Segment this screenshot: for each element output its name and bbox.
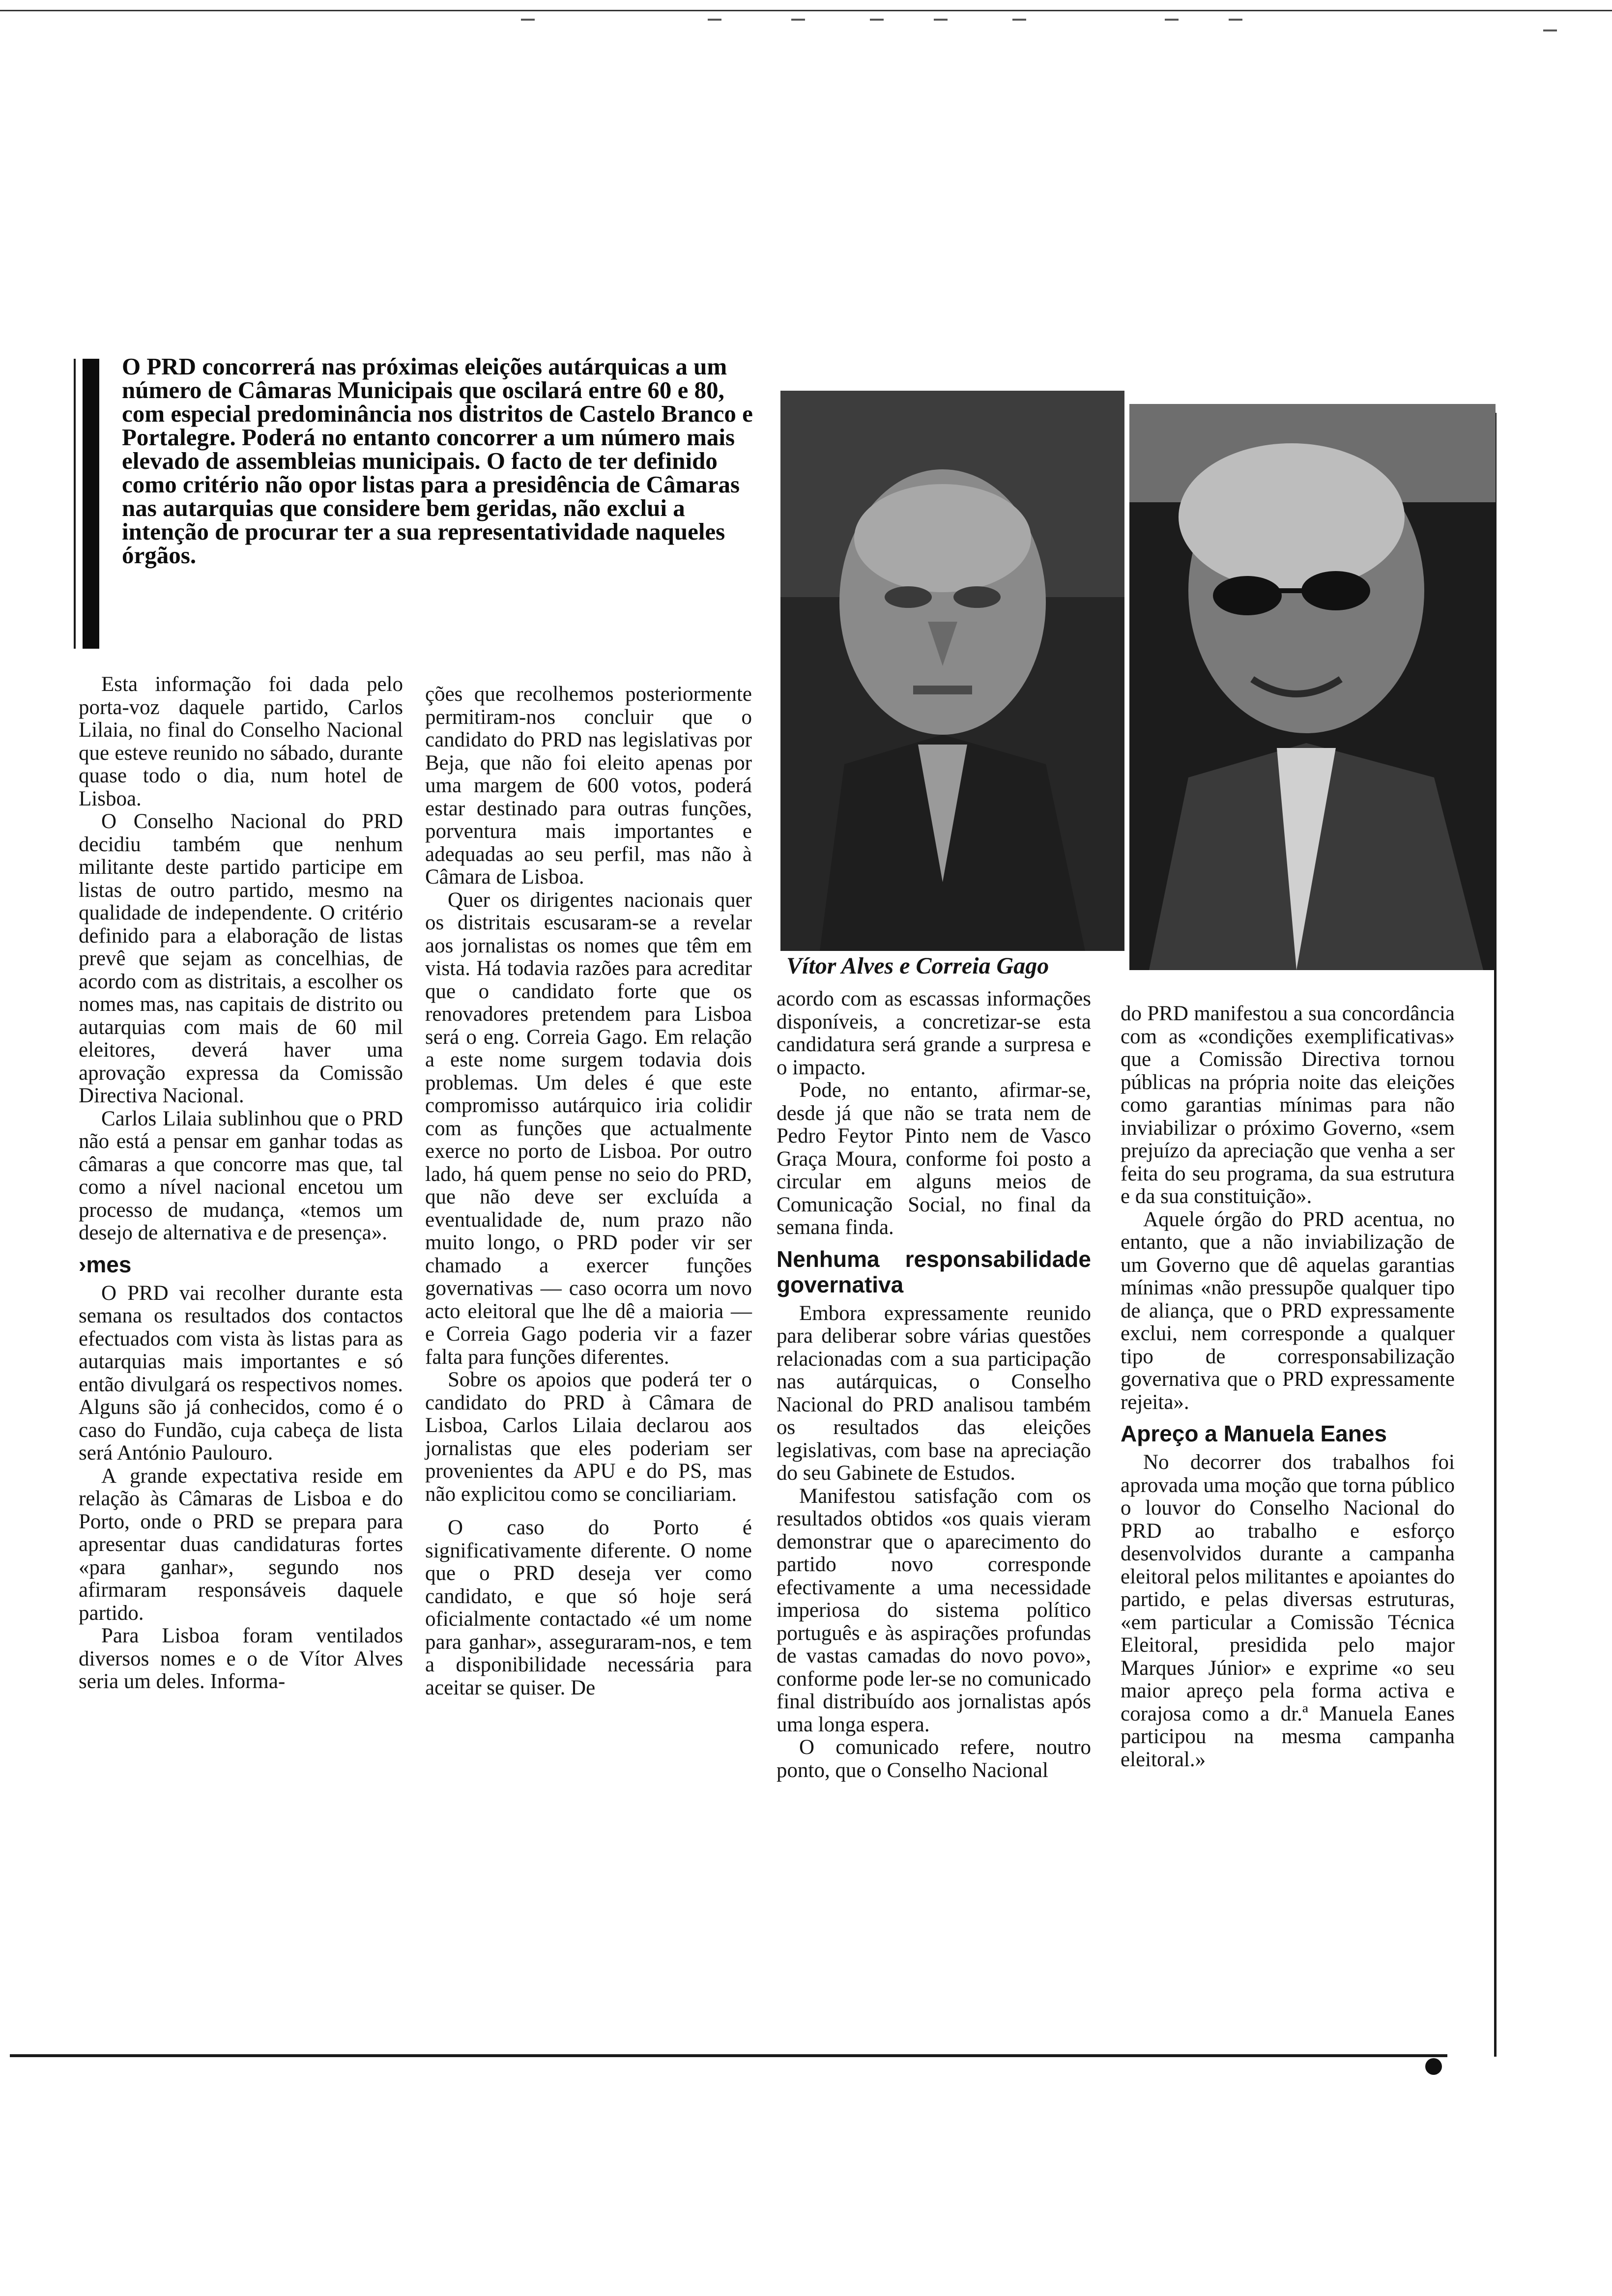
paragraph: O caso do Porto é significativamente diferente. O nome que o PRD deseja ver como candidato, e que só hoje será oficialmente contactado «é um nome para ganhar», asseguraram-nos, e tem a disponibilidade necessária para aceitar se quiser. De bbox=[425, 1516, 752, 1699]
scan-dash bbox=[791, 19, 805, 21]
paragraph: O Conselho Nacional do PRD decidiu também que nenhum militante deste partido participe em listas de outro partido, mesmo na qualidade de independente. O critério definido para a elaboração de listas prevê que sejam as concelhias, de acordo com as distritais, a escolher os nomes mas, nas capitais de distrito ou autarquias com mais de 60 mil eleitores, deverá haver uma aprovação expressa da Comissão Directiva Nacional. bbox=[79, 810, 403, 1107]
paragraph: ções que recolhemos posteriormente permitiram-nos concluir que o candidato do PRD nas legislativas por Beja, que não foi eleito apenas por uma margem de 600 votos, poderá estar destinado para outras funções, porventura mais importantes e adequadas ao seu perfil, mas não à Câmara de Lisboa. bbox=[425, 683, 752, 889]
paragraph: Quer os dirigentes nacionais quer os distritais escusaram-se a revelar aos jornalistas os nomes que têm em vista. Há todavia razões para acreditar que o candidato forte que os renovadores pretendem para Lisboa será o eng. Correia Gago. Em relação a este nome surgem todavia dois problemas. Um deles é que este compromisso autárquico iria colidir com as funções que actualmente exerce no porto de Lisboa. Por outro lado, há quem pense no seio do PRD, que não deve ser excluída a eventualidade de, num prazo não muito longo, o PRD poder vir ser chamado a exercer funções governativas — caso ocorra um novo acto eleitoral que lhe dê a maioria — e Correia Gago poderia vir a fazer falta para funções diferentes. bbox=[425, 888, 752, 1369]
clipping-left-edge bbox=[74, 359, 76, 649]
paragraph: O PRD vai recolher durante esta semana os resultados dos contactos efectuados com vista às listas para as autarquias mais importantes e só então divulgará os respectivos nomes. Alguns são já conhecidos, como é o caso do Fundão, cuja cabeça de lista será António Paulouro. bbox=[79, 1281, 403, 1464]
photo-caption: Vítor Alves e Correia Gago bbox=[786, 953, 1049, 979]
scan-dash bbox=[1012, 19, 1026, 21]
article-column-4 bbox=[1121, 1003, 1455, 1771]
clipping-corner-mark bbox=[1425, 2058, 1442, 2075]
paragraph: Para Lisboa foram ventilados diversos nomes e o de Vítor Alves seria um deles. Informa- bbox=[79, 1624, 403, 1693]
paragraph: acordo com as escassas informações disponíveis, a concretizar-se esta candidatura será grande a surpresa e o impacto. bbox=[777, 987, 1091, 1079]
top-scan-rule bbox=[0, 10, 1612, 11]
paragraph: O comunicado refere, noutro ponto, que o Conselho Nacional bbox=[777, 1736, 1091, 1782]
scan-dash bbox=[521, 19, 535, 21]
article-column-1 bbox=[79, 673, 403, 1693]
paragraph: Aquele órgão do PRD acentua, no entanto, que a não inviabilização de um Governo que dê aquelas garantias mínimas «não pressupõe qualquer tipo de aliança, que o PRD expressamente exclui, nem corresponde a qualquer tipo de corresponsabilização governativa que o PRD expressamente rejeita». bbox=[1121, 1207, 1455, 1414]
scan-dash bbox=[870, 19, 884, 21]
clipping-bottom-rule bbox=[10, 2054, 1447, 2057]
article-lead: O PRD concorrerá nas próximas eleições autárquicas a um número de Câmaras Municipais que oscilará entre 60 e 80, com especial predominância nos distritos de Castelo Branco e Portalegre. Poderá no entanto concorrer a um número mais elevado de assembleias municipais. O facto de ter definido como critério não opor listas para a presidência de Câmaras nas autarquias que considere bem geridas, não exclui a intenção de procurar ter a sua representatividade naqueles órgãos. bbox=[122, 353, 753, 569]
scan-dash bbox=[1165, 19, 1179, 21]
scan-dash bbox=[708, 19, 721, 21]
section-heading-fragment: ›mes bbox=[79, 1251, 132, 1277]
photo-vitor-alves bbox=[780, 391, 1124, 951]
paragraph: Esta informação foi dada pelo porta-voz daquele partido, Carlos Lilaia, no final do Conselho Nacional que esteve reunido no sábado, durante quase todo o dia, num hotel de Lisboa. bbox=[79, 673, 403, 810]
lead-marker-bar bbox=[83, 359, 99, 649]
scan-dash bbox=[934, 19, 948, 21]
paragraph: Carlos Lilaia sublinhou que o PRD não está a pensar em ganhar todas as câmaras a que concorre mas que, tal como a nível nacional encetou um processo de mudança, «temos um desejo de alternativa e de presença». bbox=[79, 1107, 403, 1244]
article-column-3 bbox=[777, 988, 1091, 1782]
scan-dash bbox=[1543, 29, 1557, 31]
scan-dash bbox=[1229, 19, 1242, 21]
paragraph: Sobre os apoios que poderá ter o candidato do PRD à Câmara de Lisboa, Carlos Lilaia declarou aos jornalistas que eles poderiam ser provenientes da APU e do PS, mas não explicitou como se conciliariam. bbox=[425, 1368, 752, 1506]
paragraph: Manifestou satisfação com os resultados obtidos «os quais vieram demonstrar que o aparecimento do partido novo corresponde efectivamente a uma necessidade imperiosa do sistema político português e às aspirações profundas de vastas camadas do novo povo», conforme pode ler-se no comunicado final distribuído aos jornalistas após uma longa espera. bbox=[777, 1484, 1091, 1736]
paragraph: A grande expectativa reside em relação às Câmaras de Lisboa e do Porto, onde o PRD se prepara para apresentar duas candidaturas fortes «para ganhar», segundo nos afirmaram responsáveis daquele partido. bbox=[79, 1464, 403, 1625]
paragraph: Pode, no entanto, afirmar-se, desde já que não se trata nem de Pedro Feytor Pinto nem de Vasco Graça Moura, conforme foi posto a circular em alguns meios de Comunicação Social, no final da semana finda. bbox=[777, 1079, 1091, 1239]
section-heading: Apreço a Manuela Eanes bbox=[1121, 1421, 1387, 1446]
section-heading: Nenhuma responsabilidade governativa bbox=[777, 1246, 1091, 1297]
article-column-2 bbox=[425, 683, 752, 1699]
paragraph: No decorrer dos trabalhos foi aprovada uma moção que torna público o louvor do Conselho Nacional do PRD ao trabalho e esforço desenvolvidos durante a campanha eleitoral pelos militantes e apoiantes do partido, e pelas diversas estruturas, «em particular a Comissão Técnica Eleitoral, presidida pelo major Marques Júnior» e exprime «o seu maior apreço pela forma activa e corajosa como a dr.ª Manuela Eanes participou na mesma campanha eleitoral.» bbox=[1121, 1451, 1455, 1771]
photo-correia-gago bbox=[1129, 404, 1496, 970]
paragraph: do PRD manifestou a sua concordância com as «condições exemplificativas» que a Comissão Directiva tornou públicas na própria noite das eleições como garantias mínimas para não inviabilizar o próximo Governo, «sem prejuízo da apreciação que venha a ser feita do seu programa, da sua estrutura e da sua constituição». bbox=[1121, 1002, 1455, 1208]
paragraph: Embora expressamente reunido para deliberar sobre várias questões relacionadas com a sua participação nas autárquicas, o Conselho Nacional do PRD analisou também os resultados das eleições legislativas, com base na apreciação do seu Gabinete de Estudos. bbox=[777, 1301, 1091, 1485]
